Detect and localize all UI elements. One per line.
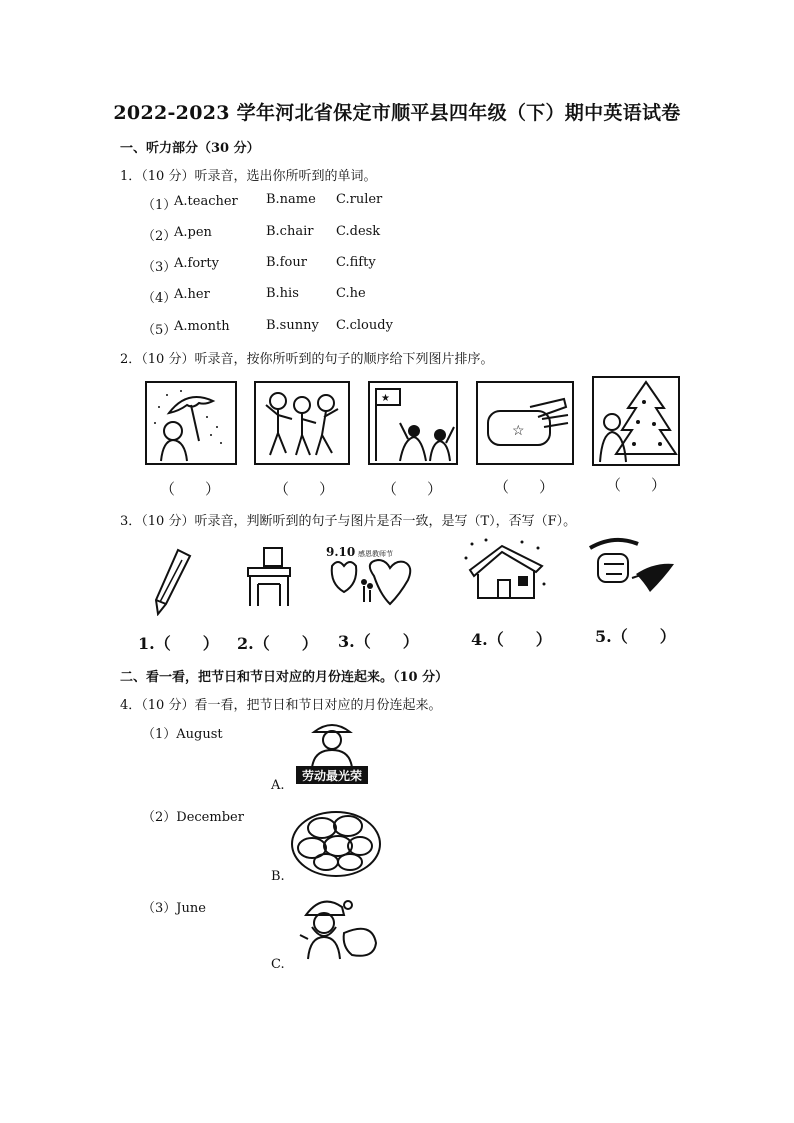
card-date: 9.10 — [326, 545, 356, 559]
q1-option-a[interactable]: A.teacher — [174, 194, 238, 209]
q3-answer-blank[interactable]: 3.（ ） — [338, 632, 419, 651]
q3-answer-blank[interactable]: 4.（ ） — [471, 630, 552, 649]
q1-stem: 1．（10 分）听录音，选出你所听到的单词。 — [120, 169, 377, 184]
section-2-heading: 二、看一看，把节日和节日对应的月份连起来。（10 分） — [120, 670, 449, 685]
q1-option-a[interactable]: A.pen — [174, 225, 212, 240]
card-banner: 感恩教师节 — [358, 550, 393, 558]
q1-row-num: （5） — [142, 323, 177, 338]
santa-claus-picture[interactable] — [292, 897, 378, 961]
q3-answer-blank[interactable]: 1.（ ） — [138, 634, 219, 653]
labour-banner: 劳动最光荣 — [301, 769, 363, 783]
q1-option-b[interactable]: B.name — [266, 192, 316, 207]
q1-row-num: （3） — [142, 260, 177, 275]
pencil-picture — [152, 548, 194, 616]
mooncakes-picture[interactable] — [290, 806, 382, 878]
q2-answer-blank[interactable]: （ ） — [382, 480, 443, 498]
q1-option-a[interactable]: A.forty — [174, 256, 219, 271]
labour-day-worker-picture[interactable] — [294, 720, 370, 786]
pencil-case-picture — [476, 381, 574, 465]
svg-text:☆: ☆ — [512, 423, 525, 439]
q3-answer-blank[interactable]: 2.（ ） — [237, 634, 318, 653]
q1-option-c[interactable]: C.fifty — [336, 255, 376, 270]
q3-answer-blank[interactable]: 5.（ ） — [595, 627, 676, 646]
teachers-day-card-picture — [324, 542, 416, 610]
q2-answer-blank[interactable]: （ ） — [274, 480, 335, 498]
q4-option-b-label: B. — [271, 869, 285, 884]
q3-stem: 3．（10 分）听录音，判断听到的句子与图片是否一致，是写（T），否写（F）。 — [120, 514, 577, 529]
q1-row-num: （2） — [142, 229, 177, 244]
playing-children-picture — [254, 381, 350, 465]
christmas-tree-picture — [592, 376, 680, 466]
page-title: 2022-2023 学年河北省保定市顺平县四年级（下）期中英语试卷 — [113, 102, 681, 124]
snowy-house-picture — [462, 536, 548, 604]
q2-answer-blank[interactable]: （ ） — [494, 478, 555, 496]
q1-row-num: （4） — [142, 291, 177, 306]
q1-option-a[interactable]: A.month — [174, 319, 230, 334]
svg-text:★: ★ — [381, 393, 390, 404]
flag-raising-picture — [368, 381, 458, 465]
q2-answer-blank[interactable]: （ ） — [160, 480, 221, 498]
desk-chair-picture — [244, 544, 294, 608]
windy-man-picture — [584, 534, 678, 598]
q1-option-b[interactable]: B.four — [266, 255, 307, 270]
q1-option-b[interactable]: B.his — [266, 286, 299, 301]
q1-option-c[interactable]: C.cloudy — [336, 318, 393, 333]
q1-option-c[interactable]: C.ruler — [336, 192, 383, 207]
q4-month-june[interactable]: （3）June — [142, 901, 206, 916]
q4-option-a-label: A. — [271, 778, 285, 793]
q1-option-a[interactable]: A.her — [174, 287, 210, 302]
q1-option-c[interactable]: C.he — [336, 286, 366, 301]
q2-stem: 2．（10 分）听录音，按你所听到的句子的顺序给下列图片排序。 — [120, 352, 494, 367]
section-1-heading: 一、听力部分（30 分） — [120, 141, 260, 156]
q1-option-b[interactable]: B.sunny — [266, 318, 319, 333]
q4-month-december[interactable]: （2）December — [142, 810, 244, 825]
rainy-girl-picture — [145, 381, 237, 465]
q4-stem: 4．（10 分）看一看，把节日和节日对应的月份连起来。 — [120, 698, 442, 713]
q1-option-b[interactable]: B.chair — [266, 224, 314, 239]
q1-row-num: （1） — [142, 198, 177, 213]
q1-option-c[interactable]: C.desk — [336, 224, 381, 239]
q2-answer-blank[interactable]: （ ） — [606, 476, 667, 494]
q4-option-c-label: C. — [271, 957, 285, 972]
q4-month-august[interactable]: （1）August — [142, 727, 223, 742]
